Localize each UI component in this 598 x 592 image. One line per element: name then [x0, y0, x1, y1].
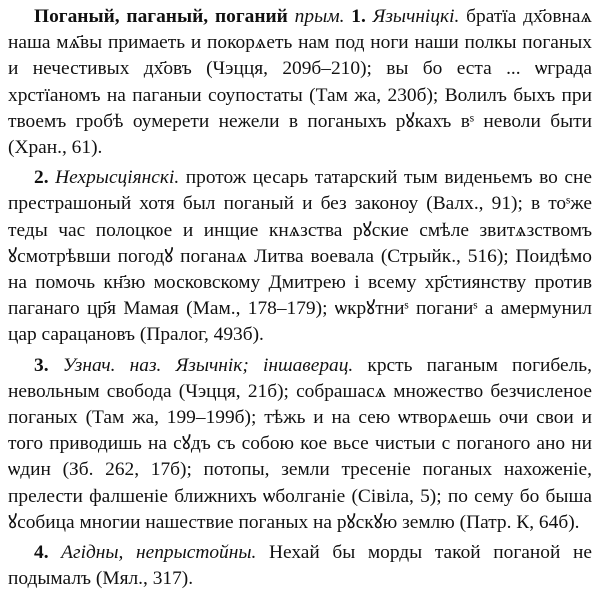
- sense-number: 4.: [34, 542, 49, 564]
- sense-4-paragraph: [8, 540, 592, 592]
- sense-gloss: Агідны, непрыстойны.: [61, 542, 257, 564]
- sense-gloss: Язычніцкі.: [372, 6, 460, 27]
- part-of-speech: прым.: [294, 6, 345, 27]
- sense-citations: братїа дх҃овнаѧ наша мѧ҃вы примаеть и покорѧеть нам под ноги наши полкы поганых и нечестивых дх҃овъ (Чэцця, 209б–210); вы бо еста ... ѡграда хрстїаномъ на паганыи соупостаты (Там жа, 230б); Волилъ быхъ при твоемъ гробѣ оумерети нежели в поганыхъ рꙋкахъ вˢ неволи быти (Хран., 61).: [8, 6, 592, 159]
- sense-gloss: Нехрысціянскі.: [55, 167, 180, 189]
- sense-2-paragraph: [8, 165, 592, 348]
- sense-1-paragraph: [8, 4, 592, 161]
- headword: Поганый, паганый, поганий: [34, 6, 288, 27]
- sense-number: 2.: [34, 167, 49, 189]
- sense-number: 1.: [351, 6, 366, 27]
- sense-3-paragraph: [8, 353, 592, 536]
- sense-citations: Нехай бы морды такой поганой не подымалъ (Мял., 317).: [8, 542, 592, 590]
- sense-citations: протож цесарь татарский тым виденьемъ во сне престрашоный хотя был поганый и без законоу (Валх., 91); в тоˢже теды час полоцкое и инщие кнѧзства рꙋские смѣле звитѧзствомъ ꙋсмотрѣвши погодꙋ поганаѧ Литва воевала (Стрыйк., 516); Поидѣмо на помочь кн҃зю московскому Дмитрею і всему хр҃стиянству против паганаго цр҃я Мамая (Мам., 178–179); ѡкрꙋтниˢ поганиˢ а амермунил цар сарацановъ (Пралог, 493б).: [8, 167, 592, 346]
- sense-number: 3.: [34, 354, 49, 376]
- sense-gloss: Узнач. наз. Язычнік; іншаверац.: [62, 354, 354, 376]
- sense-citations: крсть паганым погибель, невольным свобода (Чэцця, 21б); собрашасѧ множество безчисленое поганых (Там жа, 199–199б); тѣжь и на сею ѡтворѧешь очи свои и того приводишь на сꙋдъ съ собою кое вьсе чистыи с поганого ано ни ѡдин (Зб. 262, 17б); потопы, земли тресеніе поганых нахоженіе, прелести фалшеніе ближнихъ ѡболганіе (Сівіла, 5); по сему бо быша ꙋсобица многии нашествие поганых на рꙋскꙋю землю (Патр. К, 64б).: [8, 354, 592, 533]
